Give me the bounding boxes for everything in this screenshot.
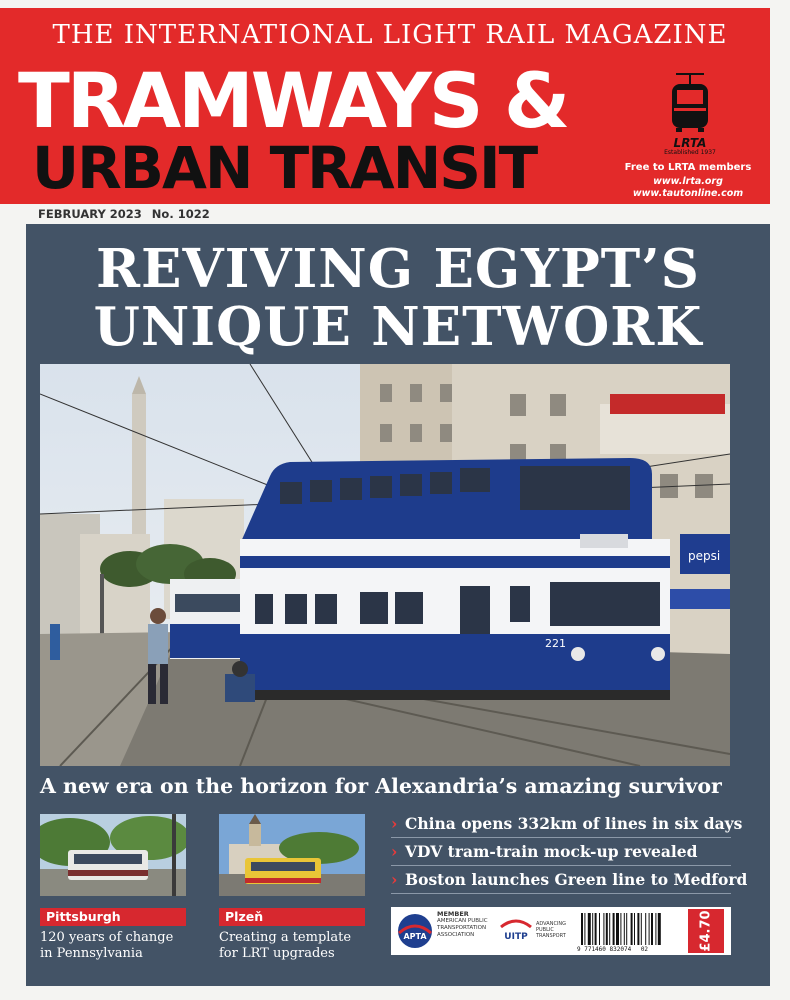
barcode-icon — [579, 911, 683, 951]
caption-line: for LRT upgrades — [219, 946, 335, 961]
cover-line-text: China opens 332km of lines in six days — [405, 814, 743, 833]
cover-subhead: A new era on the horizon for Alexandria’s amazing survivor — [40, 774, 722, 798]
lrta-name: LRTA — [673, 136, 707, 150]
magazine-tagline: THE INTERNATIONAL LIGHT RAIL MAGAZINE — [52, 20, 728, 50]
price-badge — [688, 909, 724, 953]
website-taut-link[interactable]: www.tautonline.com — [632, 188, 744, 199]
cover-line-china[interactable] — [391, 810, 743, 838]
caption-line: Creating a template — [219, 930, 352, 945]
issue-code: 02 — [640, 946, 649, 953]
barcode-digits: 9 771460 832074 — [577, 946, 632, 953]
chevron-right-icon: › — [391, 870, 398, 889]
lrta-free-note: Free to LRTA members — [624, 162, 752, 173]
cover-footer — [391, 907, 731, 955]
magazine-title-line2: URBAN TRANSIT — [32, 134, 537, 202]
tram-number: 221 — [545, 637, 566, 650]
uitp-text: ADVANCING PUBLIC TRANSPORT — [536, 921, 567, 939]
apta-member-text — [437, 911, 497, 939]
masthead — [0, 8, 770, 204]
issue-number: No. 1022 — [151, 207, 210, 221]
chevron-right-icon: › — [391, 814, 398, 833]
chevron-right-icon: › — [391, 842, 398, 861]
website-lrta-link[interactable]: www.lrta.org — [653, 176, 723, 187]
lrta-websites — [618, 176, 758, 200]
issue-info — [38, 207, 216, 221]
caption-line: in Pennsylvania — [40, 946, 143, 961]
lrta-established: Established 1937 — [664, 149, 716, 156]
cover-lines-list — [391, 810, 748, 894]
headline-line1: REVIVING EGYPT’S — [96, 238, 700, 300]
cover-line-text: Boston launches Green line to Medford — [405, 870, 748, 889]
feature-label-pittsburgh[interactable]: Pittsburgh — [40, 908, 186, 926]
main-panel — [26, 224, 770, 986]
plzen-thumbnail[interactable] — [219, 814, 365, 896]
uitp-logo-icon — [499, 915, 533, 947]
uitp-label: UITP — [504, 932, 528, 942]
feature-caption-plzen — [219, 930, 389, 962]
pepsi-sign: pepsi — [688, 549, 721, 563]
cover-line-vdv[interactable] — [391, 838, 731, 866]
pittsburgh-thumbnail[interactable] — [40, 814, 186, 896]
magazine-title-line1: TRAMWAYS & — [18, 56, 568, 145]
cover-photo-alexandria-tram — [40, 364, 730, 766]
cover-price: £4.70 — [698, 910, 714, 952]
apta-label: APTA — [403, 932, 427, 941]
barcode-number — [577, 946, 687, 953]
member-title: MEMBER — [437, 910, 469, 918]
caption-line: 120 years of change — [40, 930, 174, 945]
issue-date: FEBRUARY 2023 — [38, 207, 142, 221]
member-organization: AMERICAN PUBLIC TRANSPORTATION ASSOCIATION — [437, 918, 488, 938]
cover-line-boston[interactable] — [391, 866, 748, 894]
headline-line2: UNIQUE NETWORK — [93, 296, 703, 358]
feature-caption-pittsburgh — [40, 930, 210, 962]
apta-logo-icon — [397, 913, 433, 949]
feature-label-plzen[interactable]: Plzeň — [219, 908, 365, 926]
cover-line-text: VDV tram-train mock-up revealed — [405, 842, 698, 861]
